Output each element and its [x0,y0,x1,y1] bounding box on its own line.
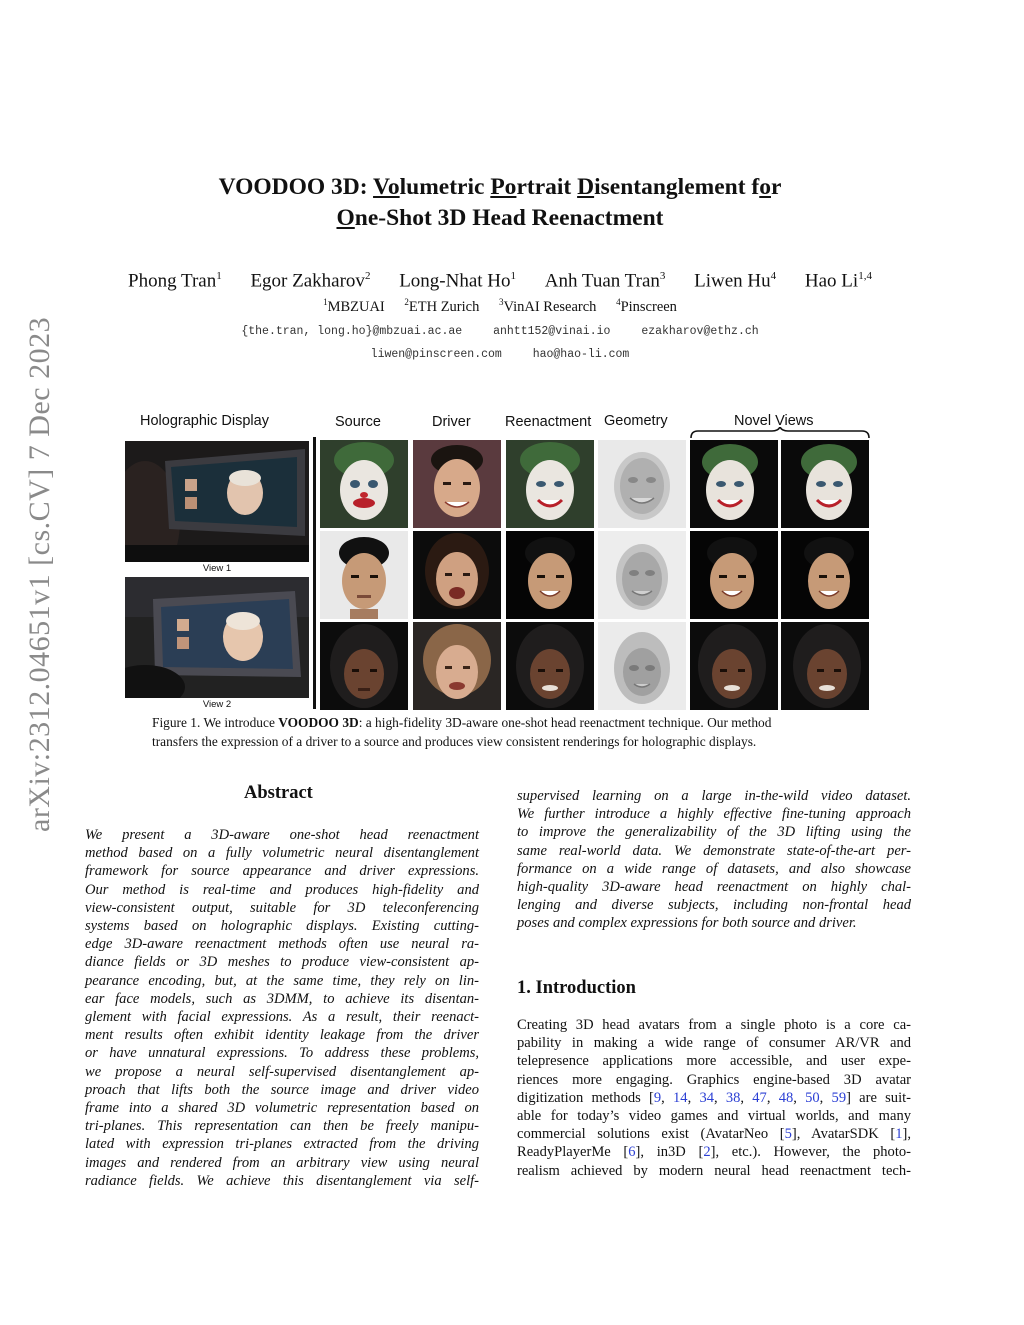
text-line: frame into a shared 3D volumetric representation based on [85,1100,479,1117]
text-line: ment results often exhibit identity leakage from the driver [85,1027,479,1044]
email-line-1 [120,325,880,338]
citation-link[interactable]: 48 [778,1089,794,1106]
novel-view-2-row-1 [781,440,869,528]
paper-title [150,172,850,234]
view-2-label: View 2 [202,699,232,710]
reenactment-image-row-1 [506,440,594,528]
text-line: poses and complex expressions for both source and driver. [517,915,857,932]
holographic-view-2-image [125,577,309,698]
arxiv-identifier: arXiv:2312.04651v1 [cs.CV] 7 Dec 2023 [23,316,56,832]
citation-link[interactable]: 47 [752,1089,767,1106]
figure-caption: Figure 1. We introduce VOODOO 3D: a high-fidelity 3D-aware one-shot head reenactment technique. Our method transfers the expression of a driver to a source and produces view consistent renderings for holographic displays. [152,715,772,749]
abstract-text-left [85,826,479,1190]
affiliation: $^3$VinAI Research [498,297,597,315]
text-line: supervised learning on a large in-the-wild video dataset. [517,788,911,804]
email-line-2 [120,348,880,361]
text-line: tri-planes. This representation can then be freely manipu- [85,1118,479,1135]
introduction-heading: 1. Introduction [517,978,636,998]
affiliation: $^1$MBZUAI [323,297,385,315]
affiliation: $^2$ETH Zurich [404,297,480,315]
text-line: Our method is real-time and produces high-fidelity and [85,881,479,898]
text-line: proach that lifts both the source image and driver video [85,1081,479,1098]
text-line: glement with facial expressions. As a result, their reenact- [85,1009,479,1026]
title-line-1: VOODOO 3D: Volumetric Portrait Disentanglement for [218,174,782,200]
citation-link[interactable]: 6 [628,1144,636,1161]
affiliation: $^4$Pinscreen [616,297,677,315]
text-line: ear face models, such as 3DMM, to achieve its disentan- [85,990,479,1007]
source-image-row-2 [320,531,408,619]
citation-link[interactable]: 2 [703,1144,711,1161]
author: Anh Tuan Tran$^3$ [544,270,666,292]
text-line: we propose a neural self-supervised disentanglement ap- [85,1063,479,1080]
text-line: to improve the generalizability of the 3D lifting using the [517,824,911,841]
novel-view-2-row-2 [781,531,869,619]
author-list [70,270,930,292]
label-driver: Driver [432,414,471,430]
affiliation-list [150,297,850,316]
source-image-row-3 [320,622,408,710]
text-line: edge 3D-aware reenactment methods often use neural ra- [85,936,479,953]
label-novel-views: Novel Views [734,413,814,429]
view-1-label: View 1 [202,563,232,574]
text-line: formance on a wide range of datasets, and also showcase [517,860,911,877]
title-line-2: One-Shot 3D Head Reenactment [336,205,664,231]
text-line: systems based on holographic displays. Existing cutting- [85,918,479,935]
text-line: pability in making a wide range of consumer AR/VR and [517,1035,911,1052]
author: Liwen Hu$^4$ [694,270,777,292]
abstract-heading: Abstract [244,783,313,803]
email[interactable]: liwen@pinscreen.com [370,348,502,361]
email[interactable]: hao@hao-li.com [532,348,630,361]
text-line: radiance fields. We achieve this disentanglement via self- [85,1172,479,1189]
novel-view-1-row-3 [690,622,778,710]
driver-image-row-2 [413,531,501,619]
citation-link[interactable]: 38 [725,1089,741,1106]
citation-link[interactable]: 1 [895,1126,903,1143]
text-line: commercial solutions exist (AvatarNeo [5], AvatarSDK [1], [517,1126,911,1143]
driver-image-row-1 [413,440,501,528]
text-line: realism achieved by modern neural head reenactment tech- [517,1162,911,1179]
novel-views-brace [690,427,870,439]
text-line: pearance encoding, but, at the same time, they rely on lin- [85,972,479,989]
geometry-image-row-2 [598,531,686,619]
holographic-view-1-image [125,441,309,562]
geometry-image-row-3 [598,622,686,710]
reenactment-image-row-2 [506,531,594,619]
figure-divider [313,437,316,709]
text-line: able for today’s video games and virtual worlds, and many [517,1108,911,1125]
citation-link[interactable]: 9 [653,1089,662,1106]
text-line: same real-world data. We demonstrate state-of-the-art per- [517,842,911,859]
text-line: ReadyPlayerMe [6], in3D [2], etc.). However, the photo- [517,1144,911,1161]
author: Egor Zakharov$^2$ [250,270,371,292]
email[interactable]: {the.tran, long.ho}@mbzuai.ac.ae [241,325,463,338]
text-line: digitization methods [9, 14, 34, 38, 47, 48, 50, 59] are suit- [517,1089,912,1106]
novel-view-2-row-3 [781,622,869,710]
abstract-text-right [517,787,911,933]
author: Hao Li$^{1,4}$ [804,270,872,292]
text-line: lenging and diverse subjects, including non-frontal head [517,897,911,914]
reenactment-image-row-3 [506,622,594,710]
text-line: telepresence applications more accessible, and user expe- [517,1053,911,1070]
text-line: high-quality 3D-aware head reenactment on highly chal- [517,879,911,896]
text-line: We present a 3D-aware one-shot head reenactment [85,827,479,843]
label-source: Source [335,414,381,430]
label-geometry: Geometry [604,413,668,429]
email[interactable]: ezakharov@ethz.ch [641,325,759,338]
text-line: images and rendered from an arbitrary view using neural [85,1154,479,1171]
introduction-text [517,1016,911,1180]
novel-view-1-row-1 [690,440,778,528]
text-line: method based on a fully volumetric neural disentanglement [85,845,479,862]
label-reenactment: Reenactment [505,414,592,430]
text-line: view-consistent output, suitable for 3D teleconferencing [85,899,479,916]
author: Phong Tran$^1$ [128,270,222,292]
citation-link[interactable]: 5 [784,1126,792,1143]
text-line: framework for source appearance and driver expressions. [85,863,479,880]
novel-view-1-row-2 [690,531,778,619]
author: Long-Nhat Ho$^1$ [399,270,517,292]
text-line: Creating 3D head avatars from a single photo is a core ca- [517,1017,911,1033]
citation-link[interactable]: 50 [805,1089,820,1106]
citation-link[interactable]: 59 [831,1089,847,1106]
label-holographic-display: Holographic Display [140,413,269,429]
source-image-row-1 [320,440,408,528]
text-line: lated with expression tri-planes extracted from the driving [85,1136,479,1153]
text-line: riences more engaging. Graphics engine-based 3D avatar [517,1071,911,1088]
geometry-image-row-1 [598,440,686,528]
citation-link[interactable]: 34 [699,1089,714,1106]
text-line: We further introduce a highly effective fine-tuning approach [517,806,911,823]
text-line: diance fields or 3D meshes to produce view-consistent ap- [85,954,479,971]
driver-image-row-3 [413,622,501,710]
citation-link[interactable]: 14 [673,1089,688,1106]
text-line: or have unnatural expressions. To address these problems, [85,1045,479,1062]
email[interactable]: anhtt152@vinai.io [493,325,611,338]
